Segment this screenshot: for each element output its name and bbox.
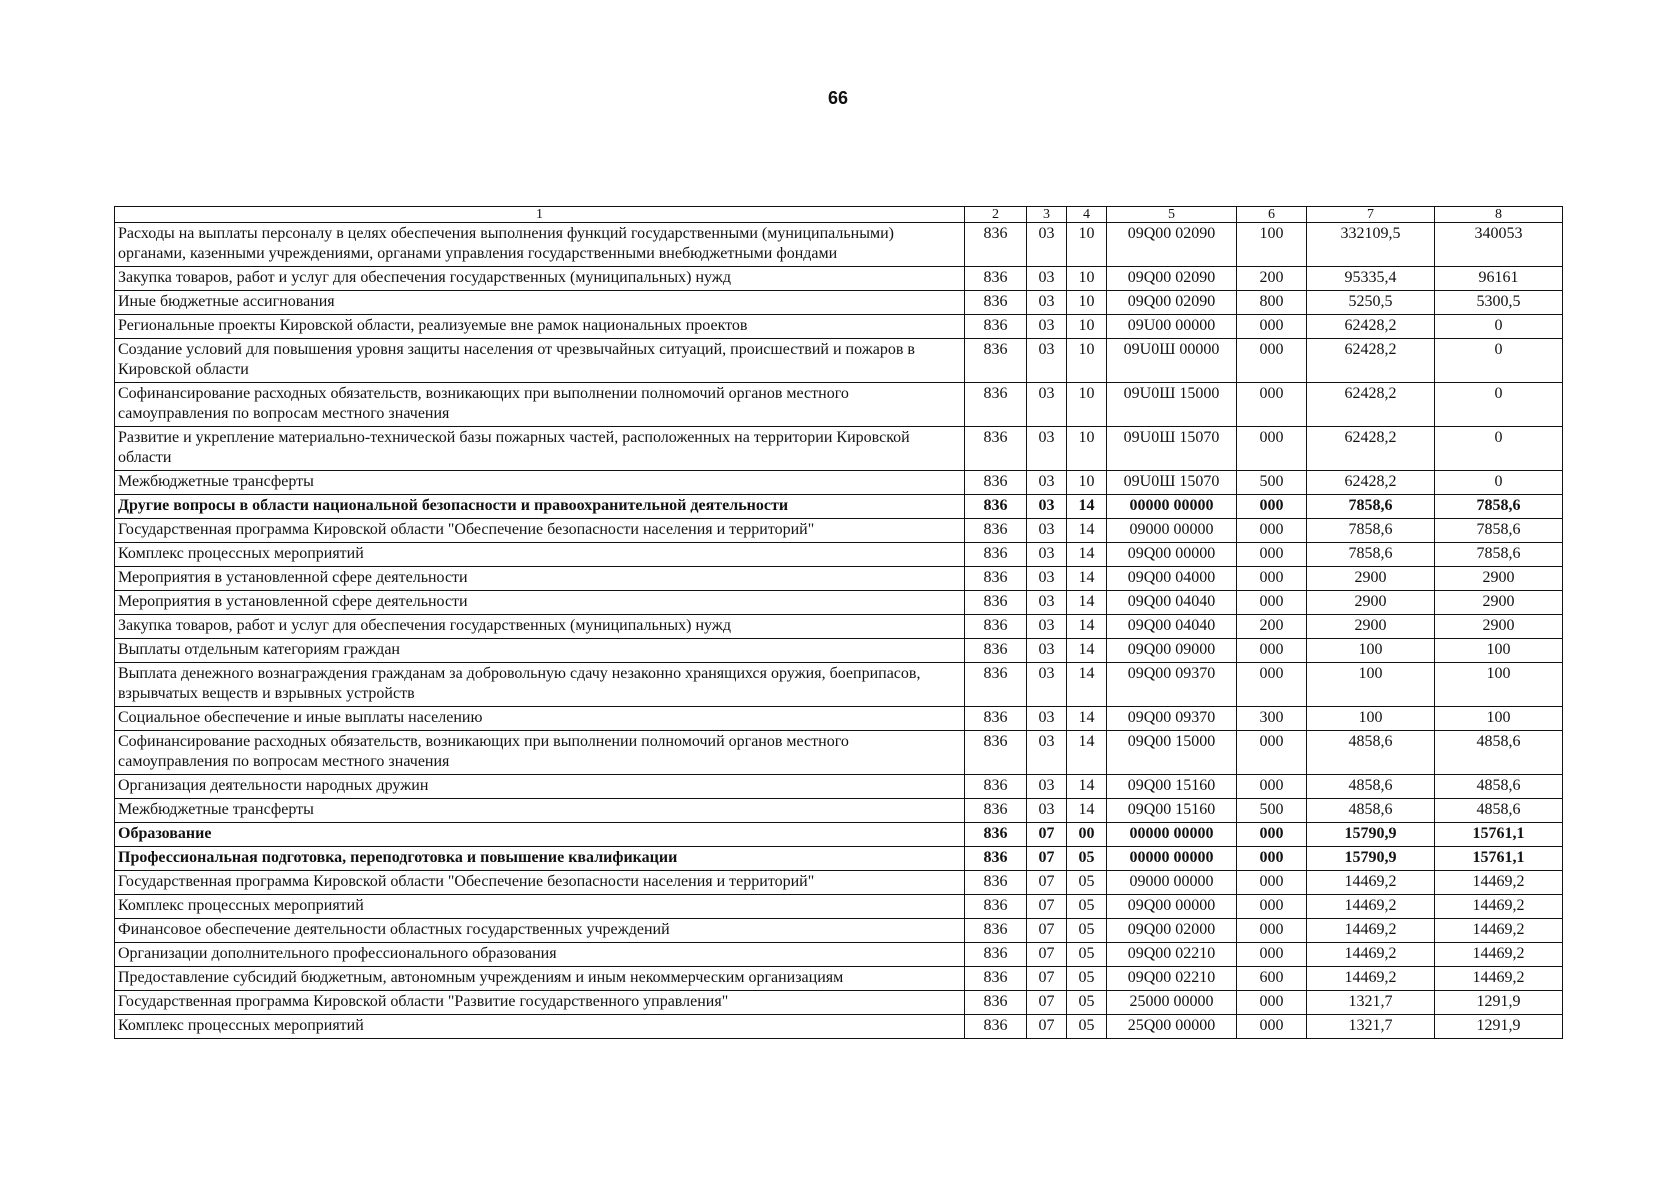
cell-col-4: 14 bbox=[1067, 663, 1107, 707]
table-row bbox=[115, 223, 1563, 267]
cell-col-3: 03 bbox=[1027, 267, 1067, 291]
row-name: Профессиональная подготовка, переподготовка и повышение квалификации bbox=[115, 847, 965, 871]
cell-col-8: 14469,2 bbox=[1435, 871, 1563, 895]
cell-col-5: 09Q00 09370 bbox=[1107, 663, 1237, 707]
row-name: Выплата денежного вознаграждения гражданам за добровольную сдачу незаконно хранящихся оружия, боеприпасов, взрывчатых веществ и взрывных устройств bbox=[115, 663, 965, 707]
table-row bbox=[115, 519, 1563, 543]
table-row bbox=[115, 427, 1563, 471]
table-row bbox=[115, 707, 1563, 731]
table-row bbox=[115, 895, 1563, 919]
cell-col-7: 2900 bbox=[1307, 591, 1435, 615]
cell-col-8: 14469,2 bbox=[1435, 943, 1563, 967]
cell-col-2: 836 bbox=[965, 383, 1027, 427]
cell-col-3: 03 bbox=[1027, 519, 1067, 543]
table-row bbox=[115, 471, 1563, 495]
cell-col-4: 05 bbox=[1067, 895, 1107, 919]
cell-col-5: 09Q00 09370 bbox=[1107, 707, 1237, 731]
cell-col-4: 00 bbox=[1067, 823, 1107, 847]
cell-col-7: 2900 bbox=[1307, 615, 1435, 639]
row-name: Образование bbox=[115, 823, 965, 847]
cell-col-5: 09000 00000 bbox=[1107, 871, 1237, 895]
cell-col-6: 200 bbox=[1237, 267, 1307, 291]
cell-col-5: 09U0Ш 15000 bbox=[1107, 383, 1237, 427]
cell-col-4: 14 bbox=[1067, 775, 1107, 799]
cell-col-7: 14469,2 bbox=[1307, 967, 1435, 991]
header-col-2: 2 bbox=[965, 207, 1027, 223]
cell-col-4: 10 bbox=[1067, 339, 1107, 383]
cell-col-6: 000 bbox=[1237, 1015, 1307, 1039]
cell-col-7: 62428,2 bbox=[1307, 427, 1435, 471]
cell-col-3: 07 bbox=[1027, 919, 1067, 943]
cell-col-6: 500 bbox=[1237, 799, 1307, 823]
cell-col-6: 000 bbox=[1237, 731, 1307, 775]
cell-col-2: 836 bbox=[965, 615, 1027, 639]
cell-col-2: 836 bbox=[965, 291, 1027, 315]
cell-col-4: 10 bbox=[1067, 383, 1107, 427]
cell-col-2: 836 bbox=[965, 267, 1027, 291]
cell-col-2: 836 bbox=[965, 871, 1027, 895]
cell-col-6: 000 bbox=[1237, 339, 1307, 383]
cell-col-7: 1321,7 bbox=[1307, 1015, 1435, 1039]
cell-col-3: 03 bbox=[1027, 223, 1067, 267]
cell-col-6: 000 bbox=[1237, 427, 1307, 471]
cell-col-7: 14469,2 bbox=[1307, 943, 1435, 967]
cell-col-6: 000 bbox=[1237, 871, 1307, 895]
cell-col-5: 09Q00 15160 bbox=[1107, 775, 1237, 799]
row-name: Закупка товаров, работ и услуг для обеспечения государственных (муниципальных) нужд bbox=[115, 267, 965, 291]
cell-col-7: 2900 bbox=[1307, 567, 1435, 591]
cell-col-7: 95335,4 bbox=[1307, 267, 1435, 291]
table-row bbox=[115, 639, 1563, 663]
table-row bbox=[115, 991, 1563, 1015]
cell-col-6: 200 bbox=[1237, 615, 1307, 639]
cell-col-2: 836 bbox=[965, 823, 1027, 847]
cell-col-8: 0 bbox=[1435, 383, 1563, 427]
table-row bbox=[115, 847, 1563, 871]
cell-col-5: 25Q00 00000 bbox=[1107, 1015, 1237, 1039]
table-row bbox=[115, 663, 1563, 707]
cell-col-6: 800 bbox=[1237, 291, 1307, 315]
cell-col-5: 09U0Ш 00000 bbox=[1107, 339, 1237, 383]
cell-col-2: 836 bbox=[965, 895, 1027, 919]
cell-col-8: 340053 bbox=[1435, 223, 1563, 267]
cell-col-3: 07 bbox=[1027, 943, 1067, 967]
table-row bbox=[115, 823, 1563, 847]
cell-col-4: 14 bbox=[1067, 591, 1107, 615]
cell-col-3: 03 bbox=[1027, 339, 1067, 383]
cell-col-7: 15790,9 bbox=[1307, 847, 1435, 871]
cell-col-3: 07 bbox=[1027, 991, 1067, 1015]
table-row bbox=[115, 567, 1563, 591]
cell-col-2: 836 bbox=[965, 967, 1027, 991]
cell-col-6: 000 bbox=[1237, 895, 1307, 919]
table-row bbox=[115, 799, 1563, 823]
cell-col-5: 00000 00000 bbox=[1107, 847, 1237, 871]
cell-col-4: 05 bbox=[1067, 847, 1107, 871]
cell-col-8: 2900 bbox=[1435, 615, 1563, 639]
cell-col-3: 03 bbox=[1027, 427, 1067, 471]
row-name: Комплекс процессных мероприятий bbox=[115, 543, 965, 567]
cell-col-5: 09Q00 04040 bbox=[1107, 615, 1237, 639]
cell-col-3: 03 bbox=[1027, 383, 1067, 427]
cell-col-8: 2900 bbox=[1435, 567, 1563, 591]
table-row bbox=[115, 871, 1563, 895]
cell-col-6: 000 bbox=[1237, 775, 1307, 799]
cell-col-4: 05 bbox=[1067, 943, 1107, 967]
cell-col-7: 100 bbox=[1307, 707, 1435, 731]
cell-col-7: 5250,5 bbox=[1307, 291, 1435, 315]
cell-col-8: 100 bbox=[1435, 663, 1563, 707]
cell-col-3: 03 bbox=[1027, 663, 1067, 707]
cell-col-3: 03 bbox=[1027, 639, 1067, 663]
row-name: Закупка товаров, работ и услуг для обеспечения государственных (муниципальных) нужд bbox=[115, 615, 965, 639]
cell-col-5: 09Q00 02210 bbox=[1107, 967, 1237, 991]
cell-col-3: 03 bbox=[1027, 543, 1067, 567]
cell-col-4: 05 bbox=[1067, 871, 1107, 895]
cell-col-8: 7858,6 bbox=[1435, 519, 1563, 543]
cell-col-7: 4858,6 bbox=[1307, 799, 1435, 823]
cell-col-8: 0 bbox=[1435, 471, 1563, 495]
cell-col-2: 836 bbox=[965, 567, 1027, 591]
cell-col-6: 000 bbox=[1237, 943, 1307, 967]
cell-col-7: 4858,6 bbox=[1307, 731, 1435, 775]
cell-col-6: 000 bbox=[1237, 383, 1307, 427]
cell-col-3: 07 bbox=[1027, 967, 1067, 991]
cell-col-7: 62428,2 bbox=[1307, 471, 1435, 495]
cell-col-7: 62428,2 bbox=[1307, 315, 1435, 339]
row-name: Иные бюджетные ассигнования bbox=[115, 291, 965, 315]
cell-col-2: 836 bbox=[965, 519, 1027, 543]
cell-col-4: 14 bbox=[1067, 799, 1107, 823]
cell-col-4: 14 bbox=[1067, 543, 1107, 567]
cell-col-4: 10 bbox=[1067, 471, 1107, 495]
row-name: Комплекс процессных мероприятий bbox=[115, 1015, 965, 1039]
row-name: Социальное обеспечение и иные выплаты населению bbox=[115, 707, 965, 731]
row-name: Межбюджетные трансферты bbox=[115, 799, 965, 823]
row-name: Софинансирование расходных обязательств, возникающих при выполнении полномочий органов местного самоуправления по вопросам местного значения bbox=[115, 731, 965, 775]
table-row bbox=[115, 731, 1563, 775]
cell-col-5: 09U0Ш 15070 bbox=[1107, 471, 1237, 495]
table-row bbox=[115, 291, 1563, 315]
table-row bbox=[115, 1015, 1563, 1039]
table-row bbox=[115, 967, 1563, 991]
cell-col-8: 4858,6 bbox=[1435, 731, 1563, 775]
cell-col-6: 000 bbox=[1237, 495, 1307, 519]
cell-col-8: 96161 bbox=[1435, 267, 1563, 291]
cell-col-5: 00000 00000 bbox=[1107, 823, 1237, 847]
cell-col-6: 000 bbox=[1237, 919, 1307, 943]
cell-col-8: 5300,5 bbox=[1435, 291, 1563, 315]
cell-col-6: 000 bbox=[1237, 823, 1307, 847]
table-row bbox=[115, 267, 1563, 291]
cell-col-5: 09Q00 02000 bbox=[1107, 919, 1237, 943]
row-name: Развитие и укрепление материально-технической базы пожарных частей, расположенных на территории Кировской области bbox=[115, 427, 965, 471]
cell-col-6: 000 bbox=[1237, 567, 1307, 591]
cell-col-2: 836 bbox=[965, 731, 1027, 775]
cell-col-2: 836 bbox=[965, 663, 1027, 707]
budget-table bbox=[114, 206, 1563, 1039]
cell-col-4: 14 bbox=[1067, 567, 1107, 591]
row-name: Комплекс процессных мероприятий bbox=[115, 895, 965, 919]
cell-col-8: 7858,6 bbox=[1435, 495, 1563, 519]
cell-col-6: 100 bbox=[1237, 223, 1307, 267]
cell-col-5: 09Q00 00000 bbox=[1107, 895, 1237, 919]
table-row bbox=[115, 315, 1563, 339]
cell-col-3: 03 bbox=[1027, 315, 1067, 339]
cell-col-4: 10 bbox=[1067, 427, 1107, 471]
table-row bbox=[115, 919, 1563, 943]
cell-col-7: 7858,6 bbox=[1307, 495, 1435, 519]
cell-col-4: 05 bbox=[1067, 991, 1107, 1015]
row-name: Другие вопросы в области национальной безопасности и правоохранительной деятельности bbox=[115, 495, 965, 519]
cell-col-6: 000 bbox=[1237, 315, 1307, 339]
cell-col-5: 09U00 00000 bbox=[1107, 315, 1237, 339]
table-row bbox=[115, 495, 1563, 519]
cell-col-2: 836 bbox=[965, 471, 1027, 495]
cell-col-2: 836 bbox=[965, 943, 1027, 967]
cell-col-2: 836 bbox=[965, 707, 1027, 731]
table-row bbox=[115, 543, 1563, 567]
cell-col-4: 14 bbox=[1067, 731, 1107, 775]
row-name: Мероприятия в установленной сфере деятельности bbox=[115, 567, 965, 591]
cell-col-7: 7858,6 bbox=[1307, 519, 1435, 543]
cell-col-5: 09000 00000 bbox=[1107, 519, 1237, 543]
cell-col-2: 836 bbox=[965, 543, 1027, 567]
cell-col-6: 000 bbox=[1237, 847, 1307, 871]
cell-col-7: 100 bbox=[1307, 663, 1435, 707]
cell-col-3: 03 bbox=[1027, 495, 1067, 519]
cell-col-2: 836 bbox=[965, 315, 1027, 339]
cell-col-6: 000 bbox=[1237, 663, 1307, 707]
header-col-6: 6 bbox=[1237, 207, 1307, 223]
cell-col-8: 100 bbox=[1435, 707, 1563, 731]
row-name: Создание условий для повышения уровня защиты населения от чрезвычайных ситуаций, происшествий и пожаров в Кировской области bbox=[115, 339, 965, 383]
cell-col-4: 05 bbox=[1067, 919, 1107, 943]
cell-col-6: 000 bbox=[1237, 639, 1307, 663]
cell-col-6: 000 bbox=[1237, 519, 1307, 543]
cell-col-8: 1291,9 bbox=[1435, 991, 1563, 1015]
cell-col-8: 14469,2 bbox=[1435, 895, 1563, 919]
cell-col-4: 14 bbox=[1067, 615, 1107, 639]
cell-col-5: 09Q00 04040 bbox=[1107, 591, 1237, 615]
cell-col-3: 07 bbox=[1027, 823, 1067, 847]
cell-col-5: 09Q00 02090 bbox=[1107, 291, 1237, 315]
cell-col-3: 03 bbox=[1027, 775, 1067, 799]
cell-col-3: 03 bbox=[1027, 731, 1067, 775]
cell-col-2: 836 bbox=[965, 991, 1027, 1015]
cell-col-8: 0 bbox=[1435, 315, 1563, 339]
cell-col-4: 10 bbox=[1067, 291, 1107, 315]
cell-col-7: 62428,2 bbox=[1307, 383, 1435, 427]
cell-col-5: 09Q00 00000 bbox=[1107, 543, 1237, 567]
row-name: Организация деятельности народных дружин bbox=[115, 775, 965, 799]
cell-col-7: 14469,2 bbox=[1307, 895, 1435, 919]
row-name: Межбюджетные трансферты bbox=[115, 471, 965, 495]
table-row bbox=[115, 383, 1563, 427]
cell-col-5: 09U0Ш 15070 bbox=[1107, 427, 1237, 471]
cell-col-8: 7858,6 bbox=[1435, 543, 1563, 567]
cell-col-6: 000 bbox=[1237, 543, 1307, 567]
cell-col-7: 100 bbox=[1307, 639, 1435, 663]
cell-col-3: 03 bbox=[1027, 291, 1067, 315]
cell-col-7: 14469,2 bbox=[1307, 871, 1435, 895]
cell-col-5: 09Q00 04000 bbox=[1107, 567, 1237, 591]
cell-col-3: 07 bbox=[1027, 871, 1067, 895]
cell-col-6: 500 bbox=[1237, 471, 1307, 495]
table-row bbox=[115, 591, 1563, 615]
cell-col-6: 300 bbox=[1237, 707, 1307, 731]
cell-col-3: 03 bbox=[1027, 615, 1067, 639]
row-name: Региональные проекты Кировской области, реализуемые вне рамок национальных проектов bbox=[115, 315, 965, 339]
cell-col-2: 836 bbox=[965, 1015, 1027, 1039]
cell-col-6: 600 bbox=[1237, 967, 1307, 991]
header-col-5: 5 bbox=[1107, 207, 1237, 223]
cell-col-5: 09Q00 15000 bbox=[1107, 731, 1237, 775]
cell-col-6: 000 bbox=[1237, 991, 1307, 1015]
cell-col-8: 4858,6 bbox=[1435, 775, 1563, 799]
cell-col-7: 15790,9 bbox=[1307, 823, 1435, 847]
cell-col-7: 7858,6 bbox=[1307, 543, 1435, 567]
cell-col-8: 1291,9 bbox=[1435, 1015, 1563, 1039]
cell-col-2: 836 bbox=[965, 775, 1027, 799]
cell-col-3: 03 bbox=[1027, 707, 1067, 731]
row-name: Выплаты отдельным категориям граждан bbox=[115, 639, 965, 663]
row-name: Расходы на выплаты персоналу в целях обеспечения выполнения функций государственными (муниципальными) органами, казенными учреждениями, органами управления государственными внебюджетными фондами bbox=[115, 223, 965, 267]
row-name: Софинансирование расходных обязательств, возникающих при выполнении полномочий органов местного самоуправления по вопросам местного значения bbox=[115, 383, 965, 427]
cell-col-8: 100 bbox=[1435, 639, 1563, 663]
cell-col-2: 836 bbox=[965, 847, 1027, 871]
cell-col-3: 03 bbox=[1027, 567, 1067, 591]
header-col-7: 7 bbox=[1307, 207, 1435, 223]
cell-col-7: 14469,2 bbox=[1307, 919, 1435, 943]
cell-col-2: 836 bbox=[965, 639, 1027, 663]
cell-col-3: 07 bbox=[1027, 1015, 1067, 1039]
header-col-8: 8 bbox=[1435, 207, 1563, 223]
row-name: Финансовое обеспечение деятельности областных государственных учреждений bbox=[115, 919, 965, 943]
cell-col-7: 62428,2 bbox=[1307, 339, 1435, 383]
cell-col-5: 25000 00000 bbox=[1107, 991, 1237, 1015]
row-name: Мероприятия в установленной сфере деятельности bbox=[115, 591, 965, 615]
cell-col-8: 4858,6 bbox=[1435, 799, 1563, 823]
cell-col-7: 332109,5 bbox=[1307, 223, 1435, 267]
cell-col-5: 00000 00000 bbox=[1107, 495, 1237, 519]
cell-col-5: 09Q00 02090 bbox=[1107, 223, 1237, 267]
header-row bbox=[115, 207, 1563, 223]
cell-col-8: 0 bbox=[1435, 427, 1563, 471]
table-row bbox=[115, 943, 1563, 967]
cell-col-8: 14469,2 bbox=[1435, 919, 1563, 943]
row-name: Государственная программа Кировской области "Обеспечение безопасности населения и территорий" bbox=[115, 871, 965, 895]
row-name: Организации дополнительного профессионального образования bbox=[115, 943, 965, 967]
cell-col-3: 03 bbox=[1027, 799, 1067, 823]
cell-col-2: 836 bbox=[965, 591, 1027, 615]
cell-col-2: 836 bbox=[965, 427, 1027, 471]
row-name: Государственная программа Кировской области "Развитие государственного управления" bbox=[115, 991, 965, 1015]
cell-col-8: 15761,1 bbox=[1435, 847, 1563, 871]
cell-col-4: 10 bbox=[1067, 267, 1107, 291]
cell-col-5: 09Q00 02090 bbox=[1107, 267, 1237, 291]
row-name: Предоставление субсидий бюджетным, автономным учреждениям и иным некоммерческим организациям bbox=[115, 967, 965, 991]
page-number: 66 bbox=[827, 88, 849, 108]
cell-col-2: 836 bbox=[965, 223, 1027, 267]
table-row bbox=[115, 775, 1563, 799]
cell-col-4: 05 bbox=[1067, 967, 1107, 991]
cell-col-5: 09Q00 15160 bbox=[1107, 799, 1237, 823]
cell-col-4: 10 bbox=[1067, 315, 1107, 339]
cell-col-2: 836 bbox=[965, 495, 1027, 519]
cell-col-8: 15761,1 bbox=[1435, 823, 1563, 847]
cell-col-2: 836 bbox=[965, 339, 1027, 383]
cell-col-2: 836 bbox=[965, 799, 1027, 823]
cell-col-3: 07 bbox=[1027, 895, 1067, 919]
cell-col-5: 09Q00 02210 bbox=[1107, 943, 1237, 967]
cell-col-8: 14469,2 bbox=[1435, 967, 1563, 991]
cell-col-4: 14 bbox=[1067, 639, 1107, 663]
cell-col-6: 000 bbox=[1237, 591, 1307, 615]
header-col-4: 4 bbox=[1067, 207, 1107, 223]
cell-col-5: 09Q00 09000 bbox=[1107, 639, 1237, 663]
cell-col-8: 0 bbox=[1435, 339, 1563, 383]
cell-col-4: 14 bbox=[1067, 519, 1107, 543]
table-row bbox=[115, 615, 1563, 639]
cell-col-3: 07 bbox=[1027, 847, 1067, 871]
row-name: Государственная программа Кировской области "Обеспечение безопасности населения и территорий" bbox=[115, 519, 965, 543]
cell-col-3: 03 bbox=[1027, 591, 1067, 615]
table-body bbox=[115, 223, 1563, 1039]
cell-col-2: 836 bbox=[965, 919, 1027, 943]
cell-col-3: 03 bbox=[1027, 471, 1067, 495]
cell-col-4: 14 bbox=[1067, 707, 1107, 731]
header-col-3: 3 bbox=[1027, 207, 1067, 223]
header-col-1: 1 bbox=[115, 207, 965, 223]
cell-col-7: 1321,7 bbox=[1307, 991, 1435, 1015]
cell-col-8: 2900 bbox=[1435, 591, 1563, 615]
cell-col-4: 14 bbox=[1067, 495, 1107, 519]
table-row bbox=[115, 339, 1563, 383]
cell-col-4: 10 bbox=[1067, 223, 1107, 267]
cell-col-7: 4858,6 bbox=[1307, 775, 1435, 799]
cell-col-4: 05 bbox=[1067, 1015, 1107, 1039]
